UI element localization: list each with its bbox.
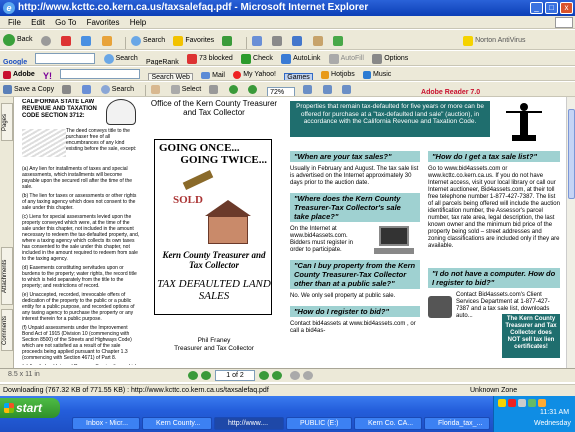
save-icon: [3, 85, 12, 94]
messenger-button[interactable]: [333, 31, 345, 50]
autolink-icon: [281, 54, 291, 64]
hotjobs-icon: [321, 71, 329, 79]
previous-page-icon[interactable]: [201, 371, 211, 380]
previous-view-icon[interactable]: [290, 371, 300, 380]
law-item-a: (a) Any lien for installments of taxes and special assessments, which installments will become payable upon the secured roll after the time of the sale.: [22, 166, 133, 190]
pagerank-indicator[interactable]: PageRank: [146, 58, 179, 66]
flyer-box: [154, 139, 272, 315]
forward-button[interactable]: [41, 31, 53, 50]
adobe-reader-badge[interactable]: Adobe Reader 7.0: [421, 88, 481, 96]
taskbar-item-kern-co-ca[interactable]: Kern Co. CA...: [354, 417, 422, 430]
answer-tax-sale-list: Go to www.bid4assets.com or www.kcttc.co.kern.ca.us. If you do not have Internet access, visit your local library or call our Internet auctioneer, Bid4assets.com, at their toll free telephone number 1-877-427-7387. The list of all parcels being offered will include the auction identification number, the Assessor's parcel number, tax rate area, legal description, the last known owner and the minimum bid price of the property being sold – street addresses and zoning classifications are included only if they are available.: [428, 166, 560, 249]
fit-width-icon: [323, 85, 332, 94]
music-icon: [363, 71, 371, 79]
home-icon: [102, 36, 112, 46]
forward-arrow-icon: [41, 36, 51, 46]
google-logo[interactable]: Google: [3, 58, 28, 66]
law-item-e: (e) Unaccepted, recorded, irrevocable offers of dedication of the property to the public or a public entity for a public purpose, and recorded options of any taxing agency to purchase the property or any interest therein for a public purpose.: [22, 292, 135, 322]
my-yahoo-link[interactable]: My Yahoo!: [233, 68, 276, 81]
yahoo-logo[interactable]: Y!: [43, 70, 53, 81]
zoom-field[interactable]: 72%: [267, 85, 295, 98]
taskbar-item-ie-pdf[interactable]: http://www....: [214, 417, 284, 430]
print-icon: [62, 85, 71, 94]
question-tax-sale-list: "How do I get a tax sale list?": [428, 151, 560, 162]
mail-icon: [252, 36, 262, 46]
window-title-bar: [0, 0, 575, 16]
pdf-status-bar: [0, 368, 575, 382]
autolink-button[interactable]: AutoLink: [281, 52, 320, 66]
question-tax-sales: "When are your tax sales?": [290, 151, 420, 162]
zoom-in-button[interactable]: [248, 82, 259, 96]
print-icon: [272, 36, 282, 46]
gavel-icon: [183, 170, 214, 190]
taskbar-item-kern-county[interactable]: Kern County...: [142, 417, 212, 430]
home-button[interactable]: [102, 31, 114, 50]
pdf-toolbar: [0, 82, 575, 97]
going-once: GOING ONCE...: [159, 142, 240, 154]
google-search-field[interactable]: [35, 51, 95, 65]
minimize-button[interactable]: _: [530, 2, 543, 14]
pdf-search-button[interactable]: Search: [101, 82, 134, 96]
law-column: [22, 99, 140, 365]
games-link[interactable]: Games: [284, 71, 313, 82]
pdf-email-button[interactable]: [82, 82, 93, 96]
options-icon: [372, 54, 382, 64]
autofill-icon: [329, 54, 339, 64]
standard-toolbar: [0, 30, 575, 50]
rotate-button[interactable]: [342, 82, 353, 96]
lien-certificate-callout: The Kern County Treasurer and Tax Collector does NOT sell tax lien certificates!: [502, 314, 560, 358]
windows-flag-icon: [555, 17, 573, 28]
google-toolbar: [0, 51, 575, 66]
word-icon: [292, 36, 302, 46]
flyer-column: [148, 99, 280, 365]
select-icon: [171, 85, 180, 94]
taskbar-item-florida-tax[interactable]: Florida_tax_...: [424, 417, 490, 430]
answer-tax-sales: Usually in February and August. The tax sale list is advertised on the Internet approximately 30 days prior to the auction date.: [290, 166, 419, 186]
question-sale-location: "Where does the Kern County Treasurer-Tax Collector's sale take place?": [290, 193, 420, 222]
search-icon: [131, 36, 141, 46]
question-buy-property: "Can I buy property from the Kern County Treasurer-Tax Collector other than at a public sale?": [290, 260, 420, 289]
question-no-computer: "I do not have a computer. How do I register to bid?": [428, 268, 560, 288]
clock-time[interactable]: 11:31 AM: [540, 409, 570, 416]
treasurer-title: Treasurer and Tax Collector: [174, 345, 254, 352]
law-heading: CALIFORNIA STATE LAW REVENUE AND TAXATION CODE SECTION 3712:: [22, 99, 97, 119]
fit-page-icon: [303, 85, 312, 94]
discuss-icon: [313, 36, 323, 46]
intro-banner: Properties that remain tax-defaulted for five years or more can be offered for purchase at a "tax-defaulted land sale" (auction), in accordance with the California Revenue and Taxation Code.: [290, 101, 490, 137]
menu-help[interactable]: Help: [129, 18, 147, 27]
select-tool-button[interactable]: Select: [171, 82, 201, 96]
law-item-b: (b) The lien for taxes or assessments or other rights of any taxing agency which does not consent to the sale under this chapter.: [22, 193, 137, 211]
spellcheck-button[interactable]: Check: [241, 52, 273, 66]
taskbar-item-inbox[interactable]: Inbox - Micr...: [72, 417, 140, 430]
next-view-icon[interactable]: [303, 371, 313, 380]
email-icon: [82, 85, 91, 94]
menu-edit[interactable]: Edit: [31, 18, 45, 27]
maximize-button[interactable]: □: [545, 2, 558, 14]
blocked-icon: [187, 54, 197, 64]
justice-statue-icon: [502, 99, 546, 143]
going-twice: GOING TWICE...: [180, 154, 267, 166]
hand-icon: [151, 85, 160, 94]
tax-defaulted-title: TAX DEFAULTED LAND SALES: [157, 278, 271, 302]
discuss-button[interactable]: [313, 31, 325, 50]
fit-page-button[interactable]: [303, 82, 314, 96]
treasurer-name: Phil Franey: [197, 337, 231, 344]
telephone-icon: [428, 296, 452, 318]
zone-status: Unknown Zone: [470, 387, 518, 394]
options-button[interactable]: Options: [372, 52, 408, 66]
menu-favorites[interactable]: Favorites: [86, 18, 120, 27]
mail-link[interactable]: Mail: [201, 69, 225, 82]
history-button[interactable]: [222, 31, 234, 50]
security-tray-icon[interactable]: [508, 399, 516, 407]
hotjobs-link[interactable]: Hotjobs: [321, 68, 355, 81]
yahoo-toolbar: [0, 67, 575, 81]
scrollbar-thumb[interactable]: [568, 109, 575, 199]
attachments-tab[interactable]: Attachments: [1, 247, 13, 305]
document-scrollbar[interactable]: [566, 97, 575, 368]
fit-width-button[interactable]: [323, 82, 334, 96]
clock-day: Wednesday: [534, 420, 571, 427]
check-icon: [241, 54, 251, 64]
volume-tray-icon[interactable]: [528, 399, 536, 407]
comments-tab[interactable]: Comments: [1, 309, 13, 351]
law-item-g: [22, 364, 140, 365]
snapshot-button[interactable]: [209, 82, 220, 96]
envelope-icon: [201, 72, 210, 79]
next-page-icon[interactable]: [259, 371, 269, 380]
law-item-d: (d) Easements constituting servitudes upon or burdens to the property; water rights, the record title to which is held separately from the title to the property; and restrictions of record.: [22, 265, 137, 289]
refresh-icon: [81, 36, 91, 46]
kern-county-label: Kern County Treasurer and Tax Collector: [162, 250, 266, 270]
menu-file[interactable]: File: [8, 18, 21, 27]
taskbar-item-public-drive[interactable]: PUBLIC (E:): [286, 417, 352, 430]
messenger-icon: [333, 36, 343, 46]
search-button[interactable]: Search: [131, 31, 165, 50]
my-yahoo-icon: [233, 71, 241, 79]
hand-tool-button[interactable]: [151, 82, 162, 96]
camera-icon: [209, 85, 218, 94]
autofill-button[interactable]: AutoFill: [329, 52, 364, 66]
law-item-f: (f) Unpaid assessments under the Improvement Bond Act of 1915 (Division 10 (commencing with Section 8500) of the Streets and Highways Code) which are not satisfied as a result of the sale proceeds being applied pursuant to Chapter 1.3 (commencing with Section 4671) of Part 8.: [22, 325, 132, 361]
ie-logo-icon: e: [3, 2, 15, 14]
answer-sale-location: On the Internet at www.bid4assets.com. Bidders must register in order to participate.: [290, 226, 354, 253]
save-copy-button[interactable]: Save a Copy: [3, 82, 54, 96]
first-page-icon[interactable]: [188, 371, 198, 380]
law-intro: The deed conveys title to the purchaser free of all encumbrances of any kind existing before the sale, except:: [66, 128, 137, 152]
stop-icon: [61, 36, 71, 46]
pdf-print-button[interactable]: [62, 82, 73, 96]
faq-area: [290, 99, 566, 365]
back-arrow-icon: [3, 34, 15, 46]
adobe-icon: [3, 71, 11, 79]
office-title: Office of the Kern County Treasurer and Tax Collector: [150, 99, 278, 117]
network-tray-icon[interactable]: [518, 399, 526, 407]
answer-buy-property: No. We only sell property at public sale.: [290, 293, 396, 299]
messenger-tray-icon[interactable]: [538, 399, 546, 407]
pages-tab[interactable]: Pages: [1, 103, 13, 141]
print-button[interactable]: [272, 31, 284, 50]
window-title: http://www.kcttc.co.kern.ca.us/taxsalefaq.pdf - Microsoft Internet Explorer: [18, 2, 369, 13]
edit-button[interactable]: [292, 31, 304, 50]
stop-button[interactable]: [61, 31, 73, 50]
rotate-icon: [342, 85, 351, 94]
pdf-document-view[interactable]: [14, 97, 575, 368]
search-web-button[interactable]: Search Web: [148, 71, 192, 82]
back-button[interactable]: Back: [3, 30, 33, 49]
adobe-button[interactable]: Adobe: [3, 68, 35, 81]
mail-button[interactable]: [252, 31, 264, 50]
music-link[interactable]: Music: [363, 68, 391, 81]
popup-blocker[interactable]: 73 blocked: [187, 52, 233, 66]
zoom-out-button[interactable]: [229, 82, 240, 96]
ie-status-bar: [0, 384, 575, 396]
computer-icon: [374, 226, 414, 260]
pdf-navigation-tabs: [0, 97, 14, 368]
refresh-button[interactable]: [81, 31, 93, 50]
sold-sign: SOLD: [173, 194, 203, 206]
menu-goto[interactable]: Go To: [55, 18, 77, 27]
law-item-c: (c) Liens for special assessments levied upon the property conveyed which were, at the time of the sale under this chapter, not included in the amount necessary to redeem the tax-defaulted property, and, where a taxing agency which collects its own taxes has consented to the sale under this chapter, not included in the amount required to redeem from sale to the taxing agency.: [22, 214, 140, 262]
faq-column-right: [428, 151, 560, 350]
menu-bar: [0, 16, 575, 29]
page-number-field[interactable]: 1 of 2: [215, 370, 255, 381]
last-page-icon[interactable]: [272, 371, 282, 380]
norton-icon: [463, 36, 473, 46]
windows-taskbar: [0, 396, 575, 432]
california-state-seal: [106, 99, 136, 125]
scroll-decoration: [22, 129, 66, 157]
star-icon: [173, 36, 183, 46]
start-button[interactable]: start: [0, 398, 60, 418]
faq-column-left: [290, 151, 420, 335]
search-icon: [104, 54, 114, 64]
house-icon: [205, 200, 251, 244]
zoom-in-icon: [248, 85, 257, 94]
close-button[interactable]: x: [560, 2, 573, 14]
windows-logo-icon: [4, 403, 14, 413]
norton-tray-icon[interactable]: [498, 399, 506, 407]
yahoo-search-field[interactable]: [60, 67, 140, 80]
history-icon: [222, 36, 232, 46]
answer-no-computer: Contact Bid4assets.com's Client Services Department at 1-877-427-7387 and a tax sale list, downloads auto...: [456, 292, 550, 319]
search-icon: [101, 85, 110, 94]
download-status: Downloading (767.32 KB of 771.55 KB) : http://www.kcttc.co.kern.ca.us/taxsalefaq.pdf: [3, 387, 269, 394]
question-register-bid: "How do I register to bid?": [290, 306, 420, 317]
page-size-label: 8.5 x 11 in: [8, 371, 40, 378]
favorites-button[interactable]: Favorites: [173, 31, 214, 50]
system-tray: [493, 396, 575, 432]
google-search-button[interactable]: Search: [104, 52, 138, 66]
answer-register-bid: Contact bid4assets at www.bid4assets.com , or call a bid4as-: [290, 321, 416, 334]
norton-antivirus-button[interactable]: Norton AntiVirus: [463, 31, 525, 50]
zoom-out-icon: [229, 85, 238, 94]
